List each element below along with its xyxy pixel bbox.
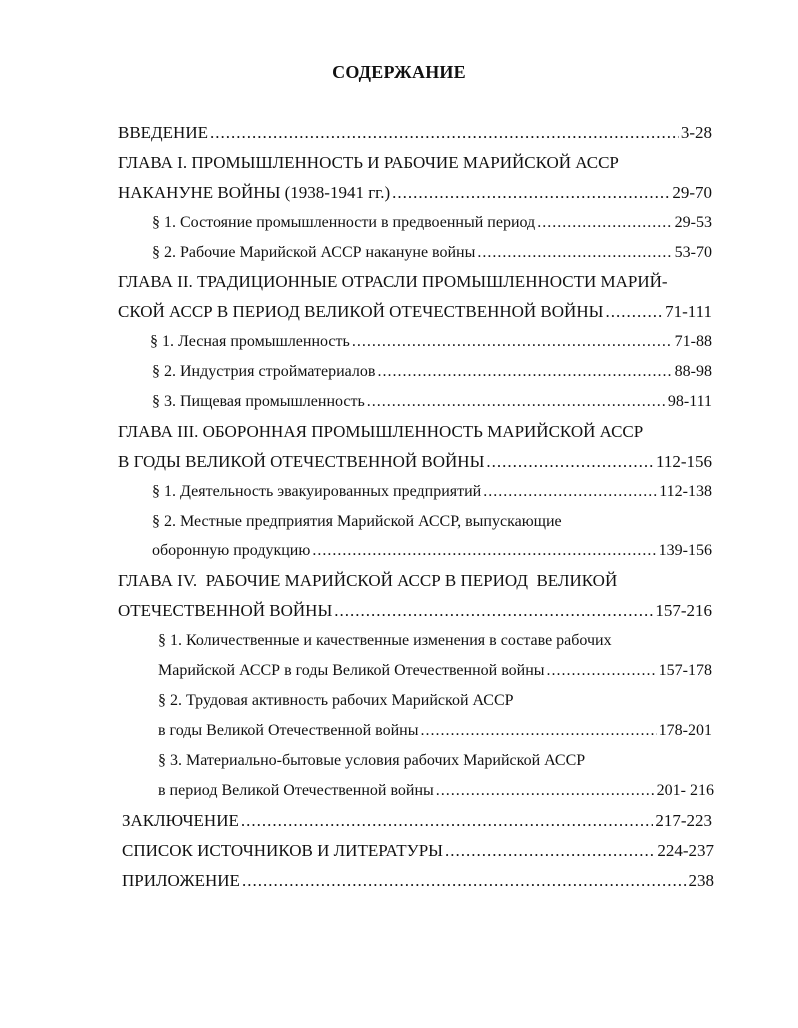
- toc-entry-chapter-4-section-1-line-1[interactable]: [158, 630, 612, 652]
- toc-entry-text: ОТЕЧЕСТВЕННОЙ ВОЙНЫ: [118, 601, 333, 620]
- dot-leader: [537, 212, 672, 234]
- toc-entry-text: ГЛАВА I. ПРОМЫШЛЕННОСТЬ И РАБОЧИЕ МАРИЙСКОЙ АССР: [118, 153, 619, 172]
- toc-entry-chapter-4-section-3-line-1[interactable]: [158, 750, 585, 772]
- toc-entry-pages: 71-88: [674, 333, 712, 350]
- dot-leader: [477, 242, 672, 264]
- dot-leader: [605, 301, 663, 323]
- toc-entry-text: § 3. Пищевая промышленность: [152, 393, 365, 410]
- toc-entry-text: СПИСОК ИСТОЧНИКОВ И ЛИТЕРАТУРЫ: [122, 841, 443, 860]
- toc-entry-pages: 29-70: [672, 183, 712, 202]
- toc-entry-pages: 112-138: [659, 483, 712, 500]
- toc-entry-text: В ГОДЫ ВЕЛИКОЙ ОТЕЧЕСТВЕННОЙ ВОЙНЫ: [118, 452, 485, 471]
- toc-entry-chapter-4-line-2[interactable]: [118, 600, 712, 622]
- toc-entry-text: ГЛАВА III. ОБОРОННАЯ ПРОМЫШЛЕННОСТЬ МАРИЙСКОЙ АССР: [118, 422, 644, 441]
- toc-entry-pages: 157-178: [658, 662, 712, 679]
- dot-leader: [352, 331, 673, 353]
- toc-entry-text: § 2. Трудовая активность рабочих Марийской АССР: [158, 692, 514, 709]
- toc-entry-pages: 157-216: [655, 601, 712, 620]
- dot-leader: [486, 451, 654, 473]
- toc-entry-chapter-2-section-3[interactable]: [152, 391, 712, 413]
- toc-entry-chapter-4-section-2-line-1[interactable]: [158, 690, 514, 712]
- dot-leader: [241, 810, 653, 832]
- toc-entry-chapter-3-line-1[interactable]: [118, 421, 643, 443]
- toc-entry-bibliography[interactable]: [122, 840, 714, 862]
- toc-entry-chapter-2-line-1[interactable]: [118, 271, 668, 293]
- toc-entry-text: НАКАНУНЕ ВОЙНЫ (1938-1941 гг.): [118, 183, 391, 202]
- toc-entry-text: § 2. Индустрия стройматериалов: [152, 363, 376, 380]
- toc-entry-introduction[interactable]: [118, 122, 712, 144]
- toc-entry-text: § 1. Состояние промышленности в предвоенный период: [152, 214, 536, 231]
- dot-leader: [547, 660, 657, 682]
- toc-entry-chapter-4-section-1-line-2[interactable]: [158, 660, 712, 682]
- toc-entry-chapter-3-section-2-line-1[interactable]: [152, 511, 562, 533]
- dot-leader: [334, 600, 653, 622]
- toc-entry-pages: 3-28: [680, 123, 712, 142]
- toc-entry-pages: 238: [688, 871, 714, 890]
- toc-entry-chapter-3-section-1[interactable]: [152, 481, 712, 503]
- toc-entry-chapter-4-section-2-line-2[interactable]: [158, 720, 712, 742]
- toc-entry-chapter-4-line-1[interactable]: [118, 570, 617, 592]
- toc-entry-text: § 3. Материально-бытовые условия рабочих Марийской АССР: [158, 752, 586, 769]
- toc-entry-text: ВВЕДЕНИЕ: [118, 123, 208, 142]
- toc-entry-chapter-1-line-2[interactable]: [118, 182, 712, 204]
- dot-leader: [483, 481, 657, 503]
- toc-entry-chapter-2-section-2[interactable]: [152, 361, 712, 383]
- toc-entry-chapter-2-section-1[interactable]: [150, 331, 712, 353]
- toc-entry-chapter-1-section-2[interactable]: [152, 242, 712, 264]
- toc-entry-chapter-3-line-2[interactable]: [118, 451, 712, 473]
- dot-leader: [445, 840, 655, 862]
- toc-entry-pages: 178-201: [658, 722, 712, 739]
- toc-entry-chapter-4-section-3-line-2[interactable]: [158, 780, 714, 802]
- toc-entry-text: § 2. Местные предприятия Марийской АССР, выпускающие: [152, 513, 562, 530]
- toc-entry-pages: 29-53: [674, 214, 712, 231]
- toc-entry-pages: 53-70: [674, 244, 712, 261]
- toc-entry-text: Марийской АССР в годы Великой Отечественной войны: [158, 662, 545, 679]
- dot-leader: [312, 540, 656, 562]
- dot-leader: [420, 720, 656, 742]
- dot-leader: [377, 361, 672, 383]
- toc-entry-text: ГЛАВА IV. РАБОЧИЕ МАРИЙСКОЙ АССР В ПЕРИОД ВЕЛИКОЙ: [118, 571, 618, 590]
- toc-entry-text: ПРИЛОЖЕНИЕ: [122, 871, 240, 890]
- toc-entry-chapter-1-line-1[interactable]: [118, 152, 619, 174]
- dot-leader: [392, 182, 670, 204]
- toc-entry-text: ЗАКЛЮЧЕНИЕ: [122, 811, 239, 830]
- toc-entry-text: в годы Великой Отечественной войны: [158, 722, 419, 739]
- toc-entry-pages: 201- 216: [656, 782, 714, 799]
- toc-entry-text: § 1. Количественные и качественные изменения в составе рабочих: [158, 632, 612, 649]
- toc-entry-chapter-2-line-2[interactable]: [118, 301, 712, 323]
- toc-entry-pages: 217-223: [655, 811, 712, 830]
- page-title: СОДЕРЖАНИЕ: [332, 62, 466, 82]
- toc-entry-pages: 88-98: [674, 363, 712, 380]
- toc-entry-text: оборонную продукцию: [152, 542, 311, 559]
- dot-leader: [436, 780, 655, 802]
- toc-entry-pages: 71-111: [665, 302, 712, 321]
- dot-leader: [210, 122, 679, 144]
- toc-entry-text: § 1. Лесная промышленность: [150, 333, 350, 350]
- toc-entry-text: ГЛАВА II. ТРАДИЦИОННЫЕ ОТРАСЛИ ПРОМЫШЛЕННОСТИ МАРИЙ-: [118, 272, 668, 291]
- toc-entry-text: СКОЙ АССР В ПЕРИОД ВЕЛИКОЙ ОТЕЧЕСТВЕННОЙ ВОЙНЫ: [118, 302, 604, 321]
- toc-entry-pages: 224-237: [657, 841, 714, 860]
- toc-entry-text: § 2. Рабочие Марийской АССР накануне войны: [152, 244, 476, 261]
- toc-entry-pages: 98-111: [667, 393, 712, 410]
- dot-leader: [242, 870, 687, 892]
- toc-entry-chapter-3-section-2-line-2[interactable]: [152, 540, 712, 562]
- toc-entry-pages: 139-156: [658, 542, 712, 559]
- toc-entry-pages: 112-156: [655, 452, 712, 471]
- toc-entry-text: § 1. Деятельность эвакуированных предприятий: [152, 483, 482, 500]
- toc-entry-appendix[interactable]: [122, 870, 714, 892]
- dot-leader: [367, 391, 666, 413]
- toc-entry-chapter-1-section-1[interactable]: [152, 212, 712, 234]
- toc-entry-text: в период Великой Отечественной войны: [158, 782, 434, 799]
- toc-entry-conclusion[interactable]: [122, 810, 712, 832]
